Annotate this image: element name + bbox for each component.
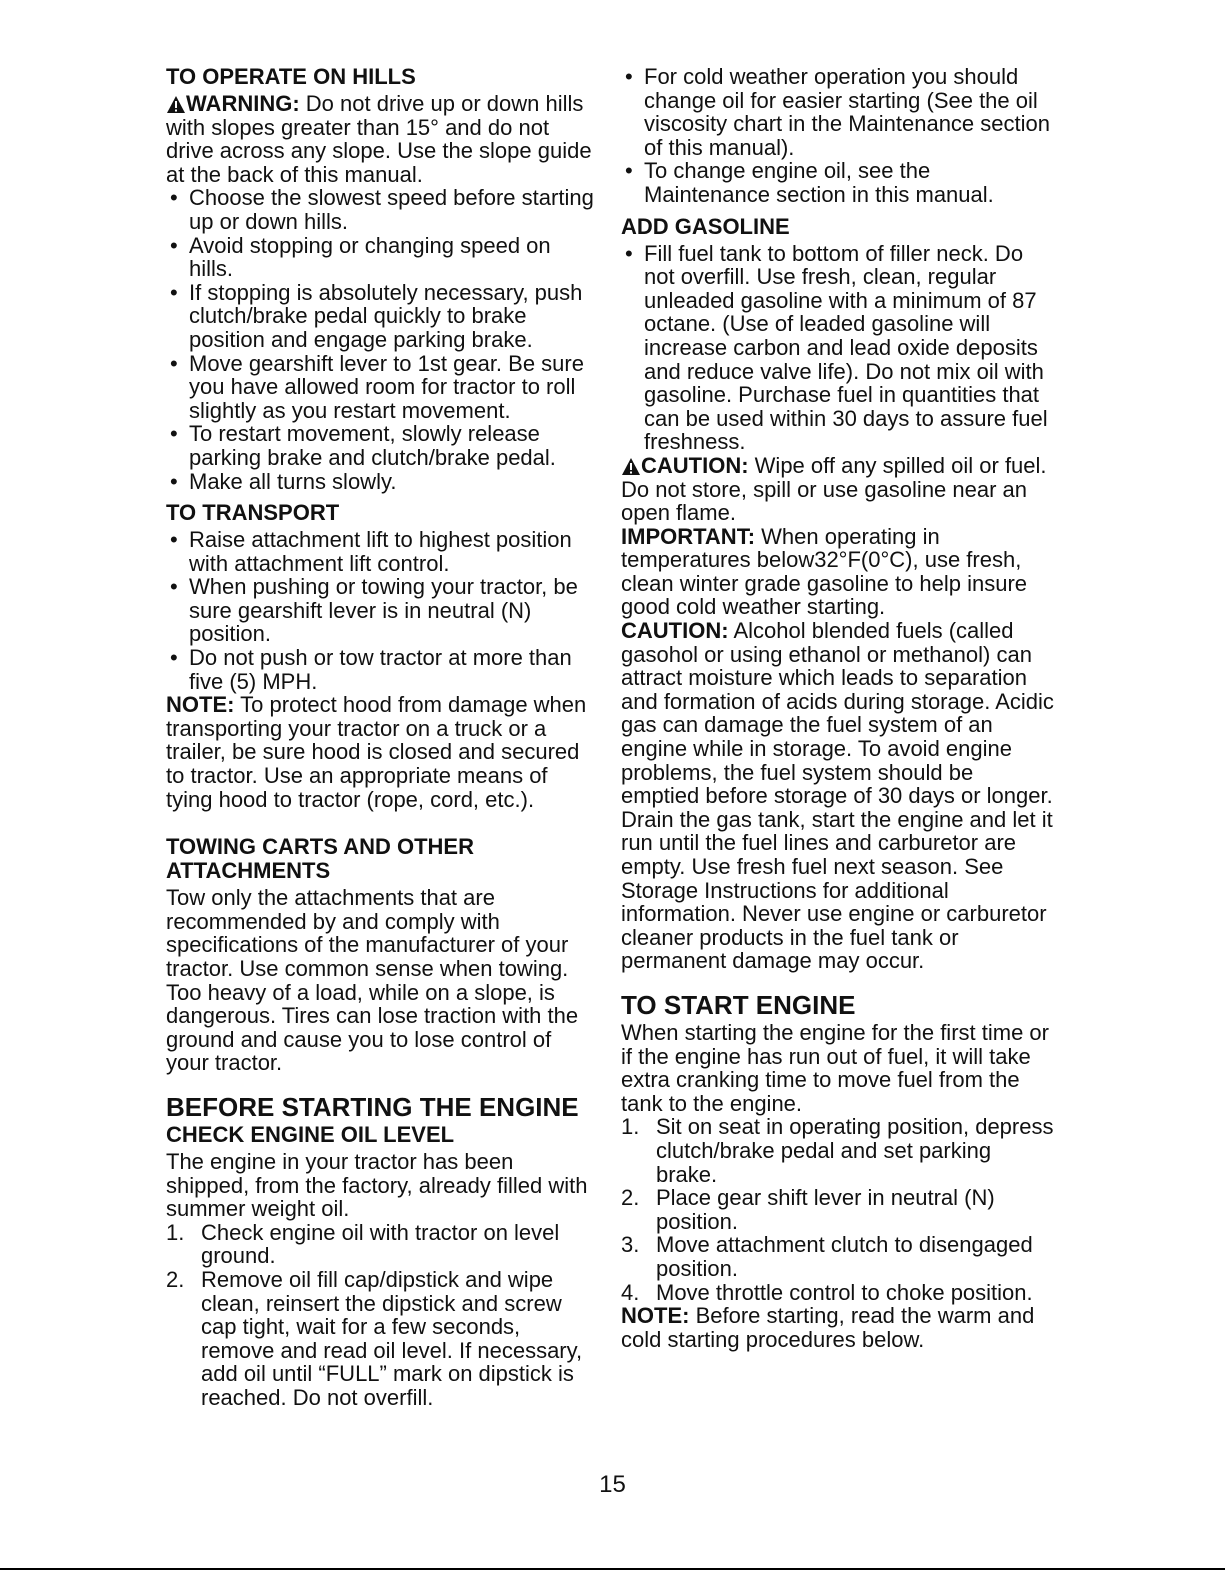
- list-item: [621, 1233, 1057, 1280]
- alcohol-caution: [621, 619, 1057, 973]
- caution-text: Wipe off any spilled oil or fuel. Do not store, spill or use gasoline near an open flame.: [621, 452, 1047, 526]
- step-number: 3.: [621, 1232, 640, 1258]
- warning-label: WARNING:: [186, 91, 300, 116]
- list-item: [621, 1115, 1057, 1186]
- page-divider: [0, 1568, 1225, 1570]
- start-engine-text: When starting the engine for the first time or if the engine has run out of fuel, it will take extra cranking time to move fuel from the tank to the engine.: [621, 1019, 1049, 1116]
- gasoline-bullets: [621, 242, 1057, 454]
- note-text: Before starting, read the warm and cold starting procedures below.: [621, 1303, 1035, 1352]
- step-number: 1.: [621, 1114, 640, 1140]
- list-item: • For cold weather operation you should change oil for easier starting (See the oil viscosity chart in the Maintenance section of this manual).: [621, 65, 1057, 159]
- check-oil-heading: CHECK ENGINE OIL LEVEL: [166, 1121, 455, 1147]
- start-engine-section: [621, 991, 1057, 1351]
- hills-bullets: [166, 186, 598, 493]
- note-label: NOTE:: [621, 1303, 690, 1329]
- hills-warning: [166, 92, 598, 186]
- list-item: • Raise attachment lift to highest position with attachment lift control.: [166, 528, 598, 575]
- transport-bullets: [166, 528, 598, 693]
- important-note: [621, 525, 1057, 619]
- list-item: [166, 1268, 598, 1410]
- towing-heading: TOWING CARTS AND OTHER ATTACHMENTS: [166, 834, 474, 884]
- gasoline-heading: ADD GASOLINE: [621, 213, 790, 239]
- step-number: 2.: [166, 1266, 185, 1292]
- list-item: • To change engine oil, see the Maintenance section in this manual.: [621, 159, 1057, 206]
- transport-section: [166, 501, 598, 811]
- warning-icon: [166, 95, 186, 114]
- list-item: • Do not push or tow tractor at more than five (5) MPH.: [166, 646, 598, 693]
- before-start-section: [166, 1093, 598, 1410]
- list-item: • Fill fuel tank to bottom of filler neck. Do not overfill. Use fresh, clean, regular unleaded gasoline with a minimum of 87 octane. (Use of leaded gasoline will increase carbon and lead oxide deposits and reduce valve life). Do not mix oil with gasoline. Purchase fuel in quantities that can be used within 30 days to assure fuel freshness.: [621, 242, 1057, 454]
- check-oil-steps: [166, 1221, 598, 1410]
- hills-heading: TO OPERATE ON HILLS: [166, 64, 416, 89]
- list-item: [621, 1186, 1057, 1233]
- list-item: • Avoid stopping or changing speed on hills.: [166, 234, 598, 281]
- warning-icon: [621, 457, 641, 476]
- oil-bullets: [621, 65, 1057, 207]
- list-item: • If stopping is absolutely necessary, push clutch/brake pedal quickly to brake position and engage parking brake.: [166, 281, 598, 352]
- step-text: Remove oil fill cap/dipstick and wipe clean, reinsert the dipstick and screw cap tight, wait for a few seconds, remove and read oil level. If necessary, add oil until “FULL” mark on dipstick is reached. Do not overfill.: [201, 1266, 583, 1410]
- check-oil-text: The engine in your tractor has been shipped, from the factory, already filled with summer weight oil.: [166, 1148, 588, 1222]
- note-text: To protect hood from damage when transporting your tractor on a truck or a trailer, be sure hood is closed and secured to tractor. Use an appropriate means of tying hood to tractor (rope, cord, etc.).: [166, 692, 587, 812]
- page-number: 15: [599, 1471, 626, 1498]
- transport-note: [166, 693, 598, 811]
- towing-text: Tow only the attachments that are recommended by and comply with specifications of the manufacturer of your tractor. Use common sense when towing. Too heavy of a load, while on a slope, is dangerous. Tires can lose traction with the ground and cause you to lose control of your tractor.: [166, 885, 579, 1076]
- towing-section: [166, 835, 598, 1075]
- caution-label: CAUTION:: [641, 452, 749, 478]
- gasoline-caution: [621, 454, 1057, 525]
- before-start-heading: BEFORE STARTING THE ENGINE: [166, 1091, 579, 1122]
- step-text: Check engine oil with tractor on level ground.: [201, 1219, 560, 1269]
- left-column: [166, 65, 598, 1410]
- warning-text: Do not drive up or down hills with slopes greater than 15° and do not drive across any slope. Use the slope guide at the back of this manual.: [166, 91, 592, 187]
- hills-section: [166, 65, 598, 493]
- important-label: IMPORTANT:: [621, 523, 756, 549]
- list-item: • Move gearshift lever to 1st gear. Be sure you have allowed room for tractor to roll slightly as you restart movement.: [166, 352, 598, 423]
- step-number: 4.: [621, 1279, 640, 1305]
- caution-label: CAUTION:: [621, 618, 729, 644]
- list-item: • When pushing or towing your tractor, be sure gearshift lever is in neutral (N) position.: [166, 575, 598, 646]
- step-number: 1.: [166, 1219, 185, 1245]
- note-label: NOTE:: [166, 692, 235, 718]
- transport-heading: TO TRANSPORT: [166, 500, 340, 526]
- right-column: [621, 65, 1057, 1351]
- list-item: • Choose the slowest speed before starting up or down hills.: [166, 186, 598, 233]
- list-item: [166, 1221, 598, 1268]
- step-number: 2.: [621, 1185, 640, 1211]
- step-text: Place gear shift lever in neutral (N) position.: [656, 1185, 995, 1234]
- list-item: [621, 1281, 1057, 1305]
- important-text: When operating in temperatures below32°F(0°C), use fresh, clean winter grade gasoline to help insure good cold weather starting.: [621, 523, 1028, 620]
- start-engine-heading: TO START ENGINE: [621, 989, 856, 1020]
- caution-text: Alcohol blended fuels (called gasohol or using ethanol or methanol) can attract moisture which leads to separation and formation of acids during storage. Acidic gas can damage the fuel system of an engine while in storage. To avoid engine problems, the fuel system should be emptied before storage of 30 days or longer. Drain the gas tank, start the engine and let it run until the fuel lines and carburetor are empty. Use fresh fuel next season. See Storage Instructions for additional information. Never use engine or carburetor cleaner products in the fuel tank or permanent damage may occur.: [621, 618, 1054, 974]
- list-item: • Make all turns slowly.: [166, 470, 598, 494]
- start-engine-steps: [621, 1115, 1057, 1304]
- list-item: • To restart movement, slowly release parking brake and clutch/brake pedal.: [166, 422, 598, 469]
- step-text: Sit on seat in operating position, depress clutch/brake pedal and set parking brake.: [656, 1114, 1054, 1187]
- step-text: Move throttle control to choke position.: [656, 1279, 1033, 1305]
- gasoline-section: [621, 215, 1057, 973]
- step-text: Move attachment clutch to disengaged position.: [656, 1232, 1033, 1281]
- start-engine-note: [621, 1304, 1057, 1351]
